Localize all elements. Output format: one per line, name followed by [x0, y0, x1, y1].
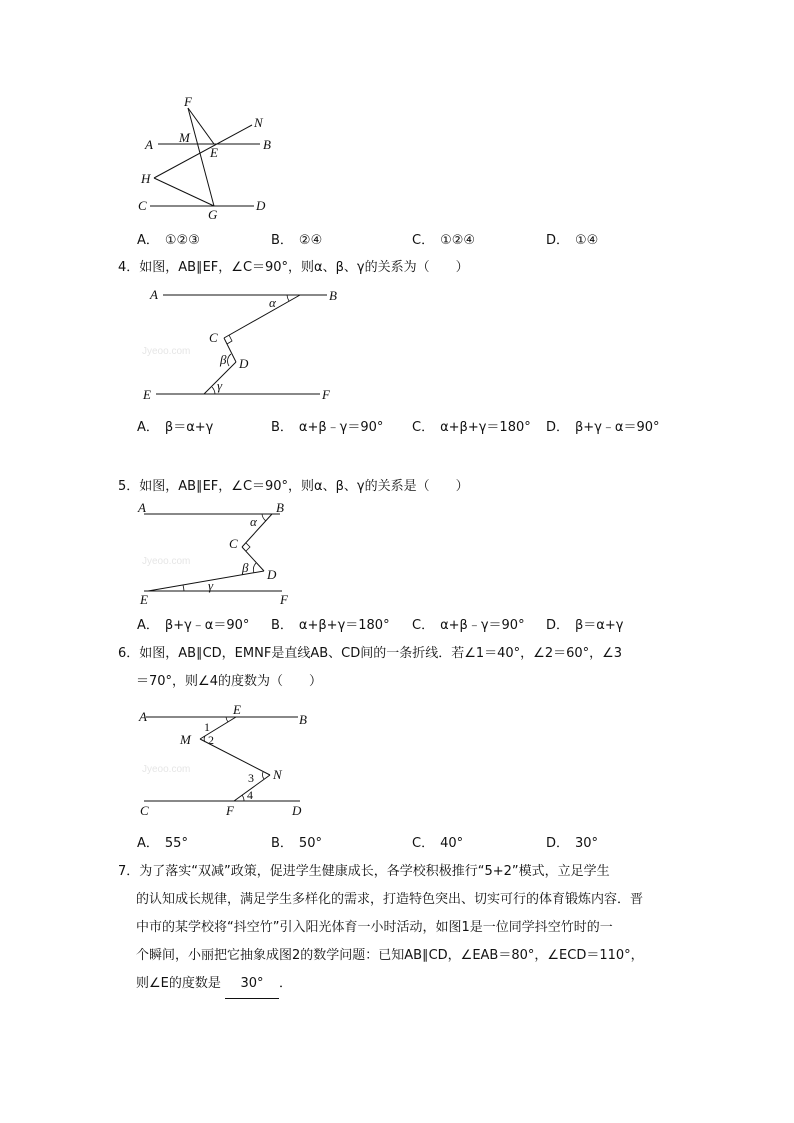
question-number: 7．: [118, 864, 140, 879]
question-text: 如图，AB∥EF，∠C＝90°，则α、β、γ的关系是（ ）: [139, 479, 469, 494]
label-beta: β: [242, 560, 249, 575]
option-text: β+γ﹣α＝90°: [164, 618, 250, 633]
label-e: E: [143, 387, 151, 402]
question-text: 则∠E的度数是: [136, 976, 221, 991]
question-number: 5．: [118, 479, 140, 494]
q4-option-b[interactable]: [271, 416, 383, 435]
label-b: B: [263, 137, 271, 152]
angle-arc-gamma: [183, 585, 184, 591]
angle-arc-2: [204, 736, 205, 742]
line-hg: [154, 178, 214, 206]
label-n: N: [273, 767, 282, 782]
question-line-2: ＝70°，则∠4的度数为（ ）: [136, 674, 322, 689]
option-label: D．: [546, 420, 570, 435]
option-label: D．: [546, 618, 570, 633]
option-label: A．: [137, 836, 159, 851]
option-label: D．: [546, 233, 570, 248]
label-b: B: [299, 712, 307, 727]
label-c: C: [229, 536, 238, 551]
angle-arc-alpha: [262, 514, 266, 521]
option-label: A．: [137, 618, 159, 633]
question-text: 为了落实“双减”政策，促进学生健康成长，各学校积极推行“5+2”模式，立足学生: [139, 864, 610, 879]
line-fe: [188, 108, 214, 144]
angle-arc-alpha: [287, 295, 289, 301]
figure-q3: [130, 92, 290, 224]
label-h: H: [141, 171, 151, 186]
q6-option-d[interactable]: [546, 832, 598, 851]
label-a: A: [150, 287, 158, 302]
option-text: α+β﹣γ＝90°: [298, 420, 384, 435]
answer-blank[interactable]: 30°: [225, 970, 279, 999]
angle-arc-beta: [253, 563, 256, 573]
option-text: ①②④: [440, 233, 476, 248]
label-d: D: [239, 356, 249, 371]
q3-option-c[interactable]: [412, 229, 475, 248]
option-text: β+γ﹣α＝90°: [575, 420, 660, 435]
label-gamma: γ: [217, 378, 223, 393]
question-line-1: [118, 858, 698, 886]
right-angle-mark: [246, 543, 250, 551]
question-text: 如图，AB∥EF，∠C＝90°，则α、β、γ的关系为（ ）: [139, 260, 469, 275]
option-label: B．: [271, 233, 293, 248]
option-label: B．: [271, 618, 293, 633]
option-label: B．: [271, 420, 293, 435]
label-d: D: [256, 198, 266, 213]
angle-arc-4: [242, 795, 244, 801]
label-c: C: [209, 330, 218, 345]
label-alpha: α: [269, 295, 276, 310]
question-line-1: [118, 640, 698, 668]
q6-option-b[interactable]: [271, 832, 322, 851]
question-line-4: 个瞬间，小丽把它抽象成图2的数学问题：已知AB∥CD，∠EAB＝80°，∠ECD＝110°，: [136, 948, 644, 963]
label-angle-2: 2: [208, 733, 214, 747]
label-angle-1: 1: [204, 720, 210, 734]
q5-option-d[interactable]: [546, 614, 623, 633]
label-alpha: α: [250, 514, 257, 529]
label-d: D: [292, 803, 302, 818]
q6-option-a[interactable]: [137, 832, 188, 851]
label-n: N: [254, 115, 263, 130]
q3-option-a[interactable]: [137, 229, 200, 248]
q6-stem: [118, 640, 698, 696]
label-angle-4: 4: [247, 788, 253, 802]
label-f: F: [280, 592, 288, 607]
segment-bc: [224, 295, 300, 338]
question-line-2: 的认知成长规律，满足学生多样化的需求，打造特色突出、切实可行的体育锻炼内容．晋: [136, 892, 644, 907]
label-m: M: [180, 732, 191, 747]
question-line-3: 中市的某学校将“抖空竹”引入阳光体育一小时活动，如图1是一位同学抖空竹时的一: [136, 920, 613, 935]
label-e: E: [210, 145, 218, 160]
option-text: 40°: [440, 836, 464, 851]
watermark: Jyeoo.com: [142, 556, 191, 567]
option-text: 50°: [298, 836, 322, 851]
option-text: β＝α+γ: [575, 618, 624, 633]
option-label: C．: [412, 233, 435, 248]
segment-bc: [242, 514, 272, 547]
label-a: A: [138, 500, 146, 515]
q6-option-c[interactable]: [412, 832, 463, 851]
option-text: α+β﹣γ＝90°: [440, 618, 525, 633]
label-f: F: [226, 803, 234, 818]
label-gamma: γ: [208, 578, 214, 593]
option-label: A．: [137, 420, 159, 435]
q4-option-d[interactable]: [546, 416, 660, 435]
label-f: F: [184, 94, 192, 109]
q4-stem: [118, 259, 469, 277]
option-text: β＝α+γ: [164, 420, 214, 435]
question-number: 6．: [118, 646, 140, 661]
q3-option-d[interactable]: [546, 229, 598, 248]
watermark: Jyeoo.com: [142, 764, 191, 775]
option-label: D．: [546, 836, 570, 851]
option-text: ①②③: [164, 233, 200, 248]
q3-option-b[interactable]: [271, 229, 322, 248]
figure-q4: [140, 284, 360, 406]
label-e: E: [140, 592, 148, 607]
q4-option-a[interactable]: [137, 416, 213, 435]
angle-arc-3: [262, 772, 264, 779]
q5-option-a[interactable]: [137, 614, 249, 633]
label-d: D: [267, 567, 277, 582]
figure-q6: [136, 702, 316, 820]
line-hn: [154, 125, 252, 178]
q5-stem: [118, 478, 469, 496]
option-text: α+β+γ＝180°: [440, 420, 531, 435]
label-c: C: [140, 803, 149, 818]
q7-body: [118, 858, 698, 999]
watermark: Jyeoo.com: [142, 346, 191, 357]
q5-option-c[interactable]: [412, 614, 525, 633]
label-c: C: [138, 198, 147, 213]
option-label: B．: [271, 836, 293, 851]
question-number: 4．: [118, 260, 140, 275]
label-e: E: [233, 702, 241, 717]
label-m: M: [179, 130, 190, 145]
angle-arc-1: [226, 717, 228, 722]
label-a: A: [139, 709, 147, 724]
option-text: 55°: [164, 836, 188, 851]
label-b: B: [329, 288, 337, 303]
question-line-5: [118, 970, 698, 999]
label-a: A: [145, 137, 153, 152]
option-label: C．: [412, 618, 435, 633]
label-f: F: [322, 387, 330, 402]
option-text: 30°: [575, 836, 599, 851]
label-beta: β: [220, 352, 227, 367]
question-text-end: ．: [279, 976, 293, 991]
angle-arc-gamma: [212, 387, 215, 394]
q5-option-b[interactable]: [271, 614, 390, 633]
option-label: A．: [137, 233, 159, 248]
label-angle-3: 3: [248, 771, 254, 785]
q4-option-c[interactable]: [412, 416, 531, 435]
angle-arc-beta: [228, 354, 231, 366]
question-text: 如图，AB∥CD，EMNF是直线AB、CD间的一条折线．若∠1＝40°，∠2＝60°，∠3: [139, 646, 623, 661]
option-label: C．: [412, 836, 435, 851]
label-b: B: [276, 500, 284, 515]
option-text: α+β+γ＝180°: [298, 618, 390, 633]
option-label: C．: [412, 420, 435, 435]
figure-q5: [136, 500, 306, 608]
label-g: G: [208, 207, 218, 222]
option-text: ①④: [575, 233, 599, 248]
option-text: ②④: [298, 233, 323, 248]
